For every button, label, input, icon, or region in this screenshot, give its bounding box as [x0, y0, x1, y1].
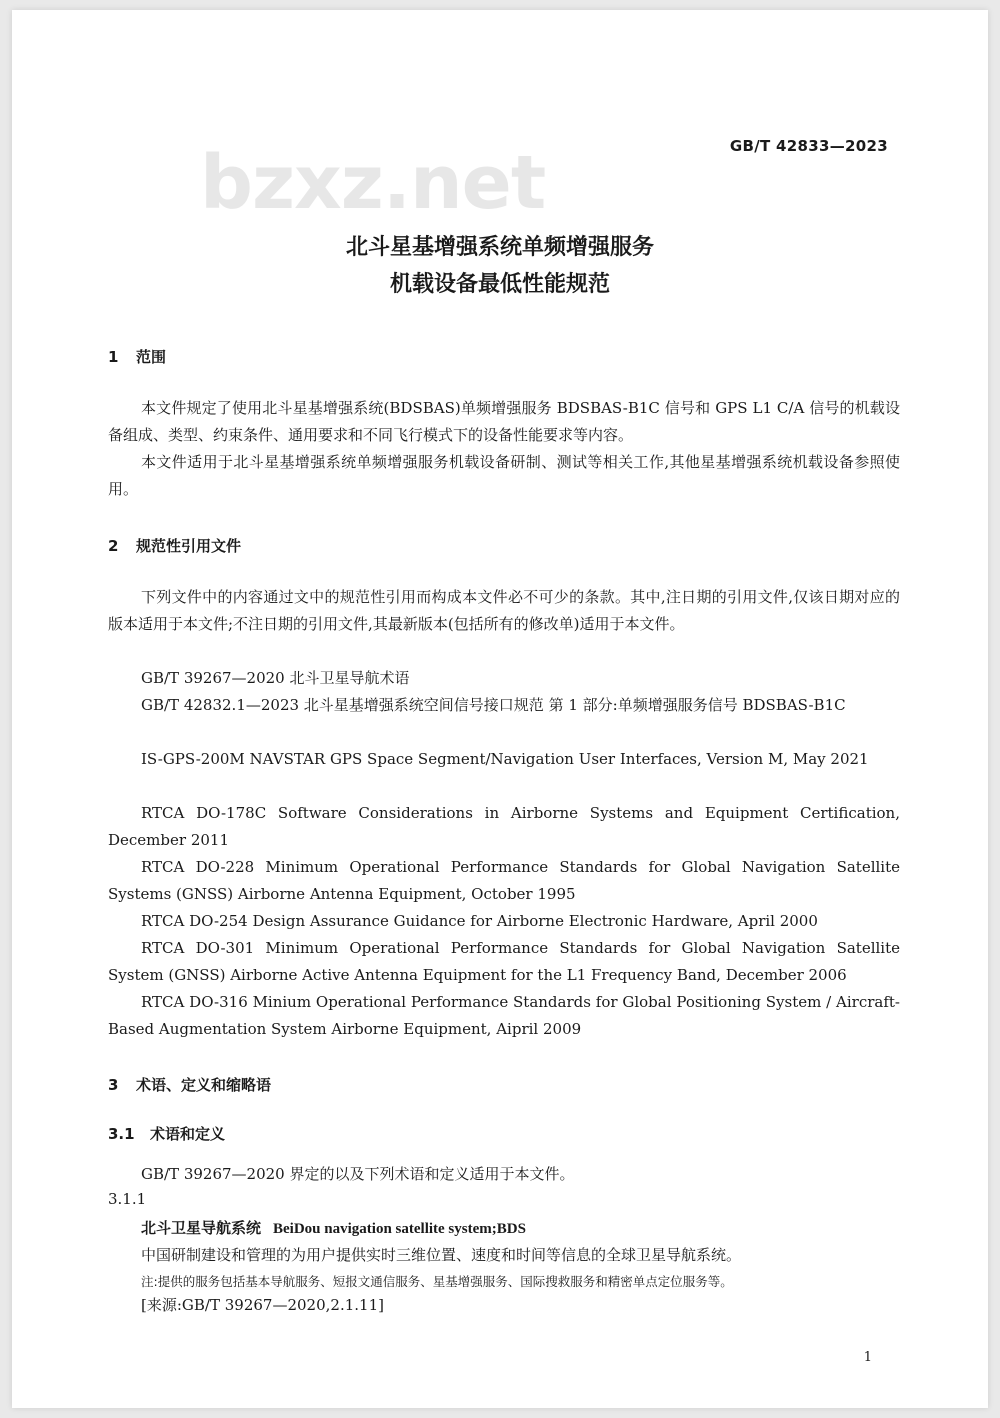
section-title: 范围 [136, 348, 167, 366]
document-title-line2: 机载设备最低性能规范 [389, 272, 610, 297]
section-number: 2 [108, 537, 119, 555]
term-entry [141, 1217, 526, 1238]
reference-item: RTCA DO-301 Minimum Operational Performance Standards for Global Navigation Satellite System (GNSS) Airborne Active Antenna Equipment for the L1 Frequency Band, December 2006 [108, 939, 900, 984]
section-heading [108, 535, 241, 556]
subsection-title: 术语和定义 [150, 1125, 226, 1143]
paragraph: 本文件适用于北斗星基增强系统单频增强服务机载设备研制、测试等相关工作,其他星基增强系统机载设备参照使用。 [108, 453, 900, 498]
section-heading [108, 1074, 271, 1095]
reference-item: GB/T 42832.1—2023 北斗星基增强系统空间信号接口规范 第 1 部分:单频增强服务信号 BDSBAS-B1C [141, 696, 846, 714]
term-definition: 中国研制建设和管理的为用户提供实时三维位置、速度和时间等信息的全球卫星导航系统。 [141, 1246, 742, 1264]
term-chinese: 北斗卫星导航系统 [141, 1219, 262, 1237]
reference-item: RTCA DO-254 Design Assurance Guidance for Airborne Electronic Hardware, April 2000 [141, 912, 818, 930]
watermark: bzxz.net [200, 140, 546, 226]
section-title: 术语、定义和缩略语 [136, 1076, 272, 1094]
paragraph: 下列文件中的内容通过文中的规范性引用而构成本文件必不可少的条款。其中,注日期的引用文件,仅该日期对应的版本适用于本文件;不注日期的引用文件,其最新版本(包括所有的修改单)适用于本文件。 [108, 588, 900, 633]
page-number: 1 [863, 1350, 872, 1365]
reference-item: IS-GPS-200M NAVSTAR GPS Space Segment/Navigation User Interfaces, Version M, May 2021 [141, 750, 869, 768]
paragraph: GB/T 39267—2020 界定的以及下列术语和定义适用于本文件。 [141, 1165, 575, 1183]
term-source: [来源:GB/T 39267—2020,2.1.11] [141, 1296, 384, 1314]
term-note: 注:提供的服务包括基本导航服务、短报文通信服务、星基增强服务、国际搜救服务和精密单点定位服务等。 [141, 1274, 733, 1289]
reference-item: RTCA DO-316 Minium Operational Performance Standards for Global Positioning System / Aircraft-Based Augmentation System Airborne Equipment, Aipril 2009 [108, 993, 900, 1038]
reference-item: RTCA DO-228 Minimum Operational Performance Standards for Global Navigation Satellite Systems (GNSS) Airborne Antenna Equipment, October 1995 [108, 858, 900, 903]
section-number: 1 [108, 348, 119, 366]
paragraph: 本文件规定了使用北斗星基增强系统(BDSBAS)单频增强服务 BDSBAS-B1C 信号和 GPS L1 C/A 信号的机载设备组成、类型、约束条件、通用要求和不同飞行模式下的设备性能要求等内容。 [108, 399, 900, 444]
subsection-heading [108, 1123, 225, 1144]
document-page [12, 10, 988, 1408]
entry-number: 3.1.1 [108, 1190, 147, 1208]
standard-number: GB/T 42833—2023 [729, 137, 888, 155]
reference-item: GB/T 39267—2020 北斗卫星导航术语 [141, 669, 410, 687]
section-heading [108, 346, 166, 367]
term-english: BeiDou navigation satellite system;BDS [273, 1221, 526, 1237]
document-title-line1: 北斗星基增强系统单频增强服务 [345, 235, 654, 260]
section-title: 规范性引用文件 [136, 537, 242, 555]
section-number: 3 [108, 1076, 119, 1094]
reference-item: RTCA DO-178C Software Considerations in Airborne Systems and Equipment Certification, December 2011 [108, 804, 900, 849]
subsection-number: 3.1 [108, 1125, 135, 1143]
